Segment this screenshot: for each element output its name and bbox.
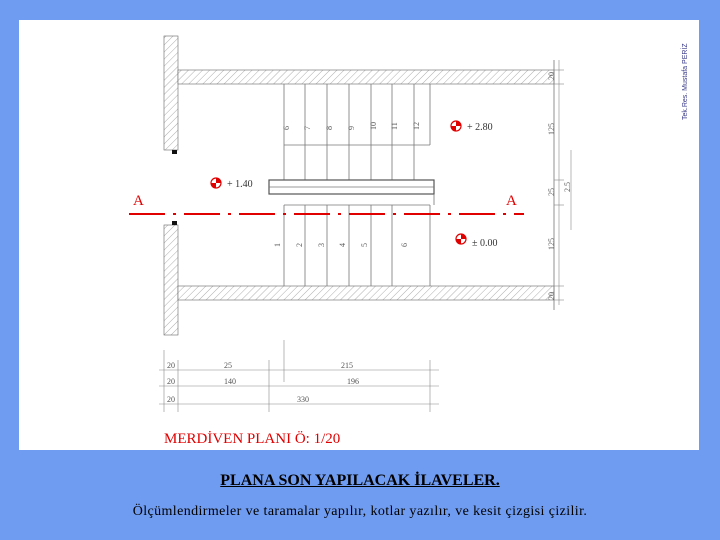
level-upper-label: + 2.80 [467, 122, 493, 133]
stair-plan-drawing [19, 20, 699, 450]
right-dim-value: 20 [547, 292, 556, 300]
bottom-dimension-chain [159, 340, 439, 412]
step-number: 1 [273, 243, 282, 247]
wall-end-mark-lower [172, 221, 177, 225]
level-ground-label: ± 0.00 [472, 238, 498, 249]
step-number: 12 [412, 122, 421, 130]
left-wall-upper [164, 36, 178, 150]
step-number: 11 [390, 122, 399, 130]
bottom-wall [178, 286, 554, 300]
right-dim-value: 125 [547, 238, 556, 250]
step-numbers-lower [273, 243, 409, 247]
caption-text: Ölçümlendirmeler ve taramalar yapılır, kotlar yazılır, ve kesit çizgisi çizilir. [132, 504, 588, 519]
level-marker-upper [451, 121, 493, 133]
bottom-dim-value: 20 [167, 395, 175, 404]
plan-title: MERDİVEN PLANI Ö: 1/20 [164, 431, 341, 447]
section-label-right: A [506, 193, 517, 209]
bottom-dim-value: 215 [341, 361, 353, 370]
step-number: 4 [338, 243, 347, 247]
step-number: 6 [282, 126, 291, 130]
stair-plan-svg [19, 20, 699, 450]
left-wall-lower [164, 225, 178, 335]
step-number: 6 [400, 243, 409, 247]
step-number: 10 [369, 122, 378, 130]
step-number: 9 [347, 126, 356, 130]
level-marker-ground [456, 234, 498, 249]
step-number: 2 [295, 243, 304, 247]
bottom-dim-value: 20 [167, 377, 175, 386]
section-label-left: A [133, 193, 144, 209]
bottom-dim-value: 330 [297, 395, 309, 404]
right-dimension-chain [547, 60, 572, 305]
step-number: 7 [303, 126, 312, 130]
top-wall [178, 70, 554, 84]
wall-end-mark-upper [172, 150, 177, 154]
step-number: 5 [360, 243, 369, 247]
right-dim-value: 20 [547, 72, 556, 80]
right-dim-value: 125 [547, 123, 556, 135]
author-credit: Tek.Res. Mustafa PERİZ [682, 43, 689, 120]
right-dim-value: 25 [547, 188, 556, 196]
bottom-dim-value: 196 [347, 377, 359, 386]
level-marker-landing [211, 178, 253, 190]
level-landing-label: + 1.40 [227, 179, 253, 190]
step-number: 3 [317, 243, 326, 247]
landing-rail [269, 180, 434, 205]
caption-title: PLANA SON YAPILACAK İLAVELER. [220, 472, 500, 489]
step-number: 8 [325, 126, 334, 130]
upper-flight [284, 84, 430, 180]
bottom-dim-value: 20 [167, 361, 175, 370]
right-total-value: 2.5 [563, 182, 572, 192]
step-numbers-upper [282, 122, 421, 130]
bottom-dim-value: 140 [224, 377, 236, 386]
bottom-dim-value: 25 [224, 361, 232, 370]
